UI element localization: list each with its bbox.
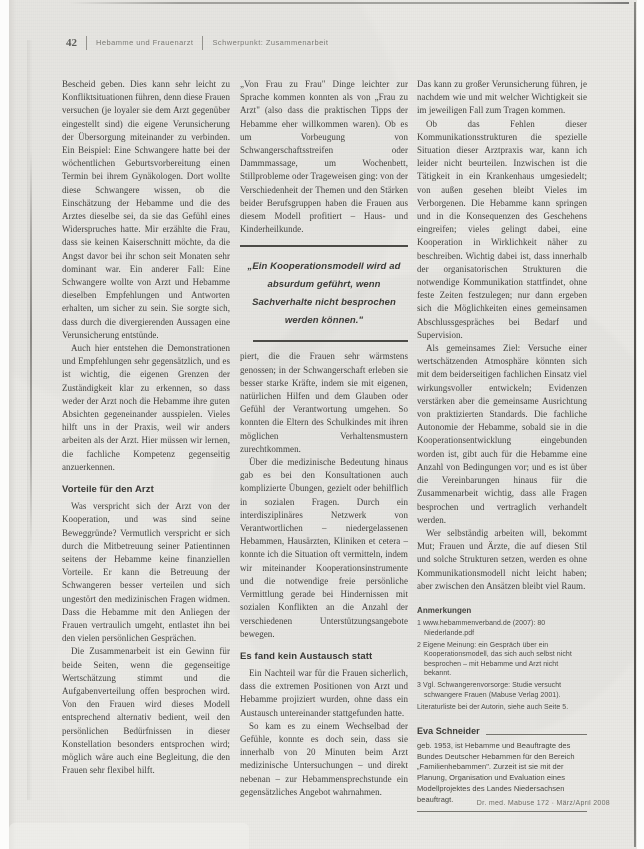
author-name: Eva Schneider [417, 725, 480, 736]
paragraph: Das kann zu großer Verunsicherung führen, je nachdem wie und mit welcher Wichtigkeit sie im jeweiligen Fall zum Tragen kommen. [417, 79, 587, 116]
footnote: Literaturliste bei der Autorin, siehe auch Seite 5. [417, 704, 569, 712]
page-number: 42 [66, 37, 77, 49]
author-rule [486, 734, 587, 735]
section-heading: Vorteile für den Arzt [62, 484, 154, 496]
paragraph: Auch hier entstehen die Demonstrationen und Empfehlungen sehr gegensätzlich, und es ist wichtig, die eigenen Grenzen der Zuständigkeit klar zu erkennen, so dass weder der Arzt noch die Hebamme ihre guten Absichten gegeneinander ausspielen. Vieles hilft uns in der Praxis, weil wir anders arbeiten als der Arzt. Hier müssen wir lernen, die fachliche Kompetenz gegenseitig anzuerkennen. [62, 343, 230, 472]
paragraph: „Von Frau zu Frau" Dinge leichter zur Sprache kommen konnten als von „Frau zu Arzt" (also dass die praktischen Tipps der Hebamme eher willkommen waren). Ob es um Vorbeugung von Schwangerschaftsstreifen oder Dammmassage, um Wochenbett, Stillprobleme oder Trageweisen ging: von der Verschiedenheit der Themen und den Stärken beider Berufsgruppen haben die Frauen aus diesem Modell profitiert – Haus- und Kinderheilkunde. [240, 79, 408, 235]
column-middle [240, 78, 408, 799]
author-name-row [417, 725, 587, 737]
section-title: Schwerpunkt: Zusammenarbeit [212, 38, 329, 47]
paragraph: Als gemeinsames Ziel: Versuche einer wertschätzenden Atmosphäre könnten sich mit dem beiderseitigen fachlichen Einsatz viel wirkungsvoller entwickeln; Evidenzen verstärken aber die gemeinsame Ausrichtung von praktizierten Standards. Die fachliche Autonomie der Hebamme, sobald sie in die Kooperationsentwicklung eingebunden worden ist, gibt auch für die Hebamme eine Anzahl von Bedingungen vor; und es ist über die Vereinbarungen hinaus für die Zusammenarbeit wichtig, dass alle Fragen besprochen und vertraglich verhandelt werden. [417, 343, 587, 525]
paragraph: Die Zusammenarbeit ist ein Gewinn für beide Seiten, wenn die gegenseitige Wertschätzung stimmt und die Aufgabenverteilung offen besprochen wird. Von den Frauen wird dieses Modell entsprechend alternativ bedient, weil den persönlichen Bedürfnissen in dieser Konstellation besonders entsprochen wird; möglich wäre auch eine Begleitung, die den Frauen sehr flexibel hilft. [62, 646, 230, 776]
journal-footer: Dr. med. Mabuse 172 · März/April 2008 [476, 800, 610, 807]
scan-top-edge [69, 2, 629, 4]
paragraph: Bescheid geben. Dies kann sehr leicht zu Konfliktsituationen führen, denn diese Frauen versuchen (je loyaler sie dem Arzt gegenüber eingestellt sind) die eigene Verunsicherung der Übersorgung miteinander zu verbinden. Ein Beispiel: Eine Schwangere hatte bei der wöchentlichen Geburtsvorbereitung einen Termin bei ihrem Gynäkologen. Dort wollte diese Schwangere wissen, ob die Einschätzung der Hebamme und die des Arztes dieselbe sei, da sie das Gefühl eines Widerspruches hatte. Mir erzählte die Frau, dass sie keinen Kaiserschnitt möchte, da die Angst davor bei ihr schon seit Monaten sehr dominant war. Ein anderer Fall: Eine Schwangere wollte von Arzt und Hebamme dieselben Empfehlungen und Antworten erhalten, um sicher zu sein. Sie sorgte sich, dass durch die divergierenden Aussagen eine Verunsicherung entstünde. [62, 79, 230, 340]
binding-shadow-line [30, 150, 32, 550]
paragraph: So kam es zu einem Wechselbad der Gefühle, konnte es doch sein, dass sie innerhalb von 20 Minuten beim Arzt medizinische Untersuchungen – und direkt nebenan – zur Hebammensprechstunde ein gegensätzliches Angebot wahrnahmen. [240, 720, 408, 797]
footnote: 3 Vgl. Schwangerenvorsorge: Studie versucht schwangere Frauen (Mabuse Verlag 2001). [417, 682, 562, 700]
footnote: 1 www.hebammenverband.de (2007): 80 Niederlande.pdf [417, 619, 546, 637]
footnote: 2 Eigene Meinung: ein Gespräch über ein Kooperationsmodell, das sich auch selbst nicht besprochen – mit Hebamme und Arzt nicht bekannt. [417, 641, 572, 678]
journal-title: Hebamme und Frauenarzt [96, 38, 194, 47]
page-background [9, 0, 637, 849]
paragraph: Ein Nachteil war für die Frauen sicherlich, dass die extremen Positionen von Arzt und Hebamme projiziert wurden, ohne dass ein Austausch untereinander stattgefunden hatte. [240, 667, 408, 718]
paragraph: Wer selbständig arbeiten will, bekommt Mut; Frauen und Ärzte, die auf diesen Stil und solche Strukturen setzen, werden es ohne Kommunikationsmodell nicht leicht haben; aber zwischen den Ansätzen bleibt viel Raum. [417, 527, 587, 591]
section-heading: Es fand kein Austausch statt [240, 650, 373, 662]
paragraph: Ob das Fehlen dieser Kommunikationsstrukturen die spezielle Situation dieser Arztpraxis war, kann ich leider nicht beurteilen. Inzwischen ist die Tätigkeit in ein Krankenhaus umgesiedelt; von außen gesehen bleibt Vieles im Verborgenen. Die Hebamme kann springen und in die Konsequenzen des Geschehens eingreifen; vieles gelingt dabei, eine Kooperation in Wirklichkeit näher zu beschreiben. Wichtig dabei ist, dass innerhalb der organisatorischen Strukturen die notwendige Kommunikation stattfindet, ohne feste Zeiten festzulegen; nur dann ergeben sich die Möglichkeiten eines gemeinsamen Abschlussgespräches bei Bedarf und Supervision. [417, 118, 587, 340]
scan-left-edge [9, 0, 16, 849]
paragraph: piert, die die Frauen sehr wärmstens genossen; in der Schwangerschaft erleben sie besser starke Kräfte, indem sie mit eigenen, natürlichen Hilfen und dem Glauben oder Gefühl der Verantwortung umgehen. So konnten die Eltern des Schulkindes mit ihren möglichen Verhaltensmustern zurechtkommen. [240, 351, 408, 454]
author-bio: geb. 1953, ist Hebamme und Beauftragte des Bundes Deutscher Hebammen für den Bereich „Familienhebammen". Zurzeit ist sie mit der Planung, Organisation und Evaluation eines Modellprojektes des Landes Niedersachsen beauftragt. [417, 741, 587, 812]
scan-bottom-highlight [9, 823, 249, 849]
pull-quote: „Ein Kooperationsmodell wird ad absurdum geführt, wenn Sachverhalte nicht besprochen werden können." [240, 245, 408, 342]
header-divider [86, 36, 87, 50]
paragraph: Was verspricht sich der Arzt von der Kooperation, und was sind seine Beweggründe? Vermutlich verspricht er sich durch die Mitbetreuung seiner Patientinnen seitens der Hebamme keine finanziellen Vorteile. Er kann die Betreuung der Schwangeren besser verteilen und sich ungestört den medizinischen Fragen widmen. Dass die Hebamme mit den Anliegen der Frauen vertraulich umgeht, entlastet ihn bei den vielen persönlichen Gesprächen. [62, 501, 230, 644]
header-divider [202, 36, 203, 50]
notes-heading: Anmerkungen [417, 605, 472, 615]
column-right [417, 78, 587, 819]
page-header [66, 36, 328, 50]
paragraph: Über die medizinische Bedeutung hinaus gab es bei den Konsultationen auch komplizierte Übungen, gezielt oder behilflich in sozialen Fragen. Durch ein interdisziplinäres Netzwerk von Verantwortlichen – niedergelassenen Hebammen, Hausärzten, Kliniken et cetera – konnte ich die Situation oft vermitteln, indem wir miteinander Kooperationsinstrumente und die notwendige freie persönliche Vermittlung gerade bei Hindernissen mit sozialen Konflikten an die Anzahl der verschiedenen Unterstützungsangebote bewegen. [240, 457, 408, 639]
column-left [62, 78, 230, 777]
scan-right-edge [634, 2, 636, 847]
